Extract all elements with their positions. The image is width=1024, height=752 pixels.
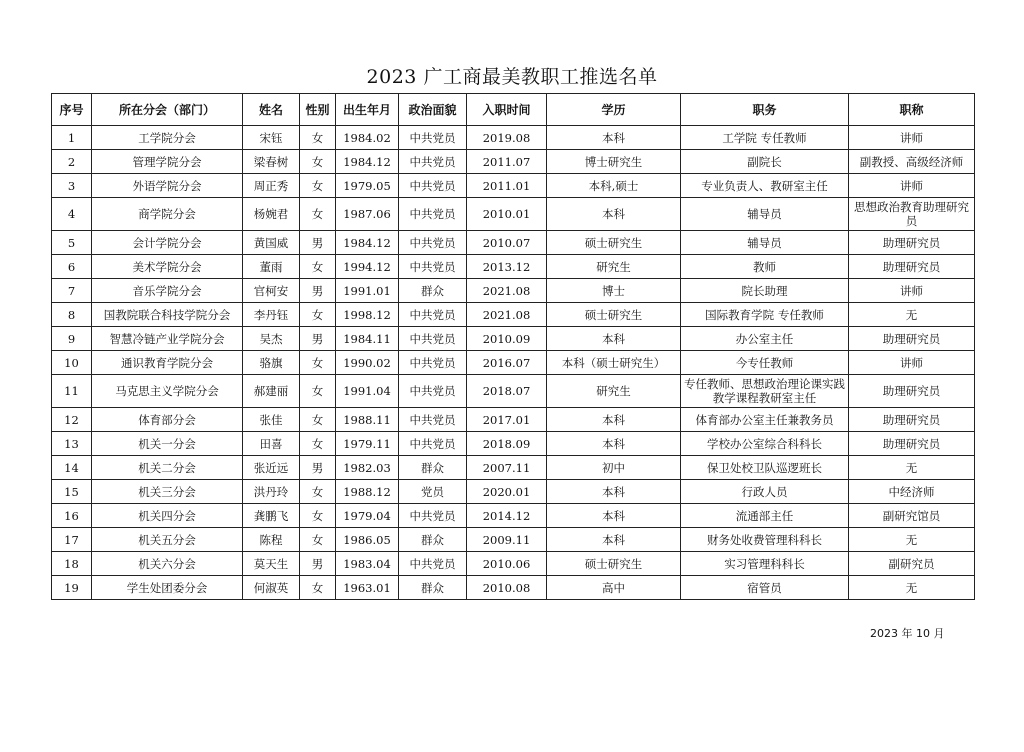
cell-position: 保卫处校卫队巡逻班长 [681,456,849,480]
cell-position: 工学院 专任教师 [681,126,849,150]
cell-joined: 2018.09 [467,432,547,456]
cell-position: 办公室主任 [681,327,849,351]
cell-birth: 1984.12 [336,231,399,255]
table-row [52,174,975,198]
cell-birth: 1979.04 [336,504,399,528]
date-note: 2023 年 10 月 [870,627,945,640]
cell-gender: 女 [300,480,336,504]
cell-joined: 2010.07 [467,231,547,255]
cell-name: 张佳 [243,408,300,432]
cell-gender: 女 [300,303,336,327]
cell-political: 中共党员 [399,351,467,375]
cell-joined: 2019.08 [467,126,547,150]
cell-no: 5 [52,231,92,255]
table-row [52,255,975,279]
table-row [52,408,975,432]
cell-birth: 1991.04 [336,375,399,408]
cell-name: 董雨 [243,255,300,279]
cell-name: 郝建丽 [243,375,300,408]
table-row [52,375,975,408]
cell-political: 群众 [399,456,467,480]
col-header-birth: 出生年月 [336,94,399,126]
cell-position: 行政人员 [681,480,849,504]
cell-political: 群众 [399,528,467,552]
cell-education: 本科 [547,432,681,456]
cell-title: 无 [849,528,975,552]
cell-title: 讲师 [849,279,975,303]
cell-joined: 2013.12 [467,255,547,279]
cell-position: 教师 [681,255,849,279]
cell-birth: 1988.11 [336,408,399,432]
cell-joined: 2010.09 [467,327,547,351]
cell-birth: 1982.03 [336,456,399,480]
cell-joined: 2010.01 [467,198,547,231]
header-row [52,94,975,126]
cell-gender: 女 [300,126,336,150]
cell-title: 副研究馆员 [849,504,975,528]
cell-no: 19 [52,576,92,600]
cell-position: 院长助理 [681,279,849,303]
cell-position: 财务处收费管理科科长 [681,528,849,552]
cell-name: 官柯安 [243,279,300,303]
cell-position: 体育部办公室主任兼教务员 [681,408,849,432]
cell-political: 中共党员 [399,408,467,432]
cell-political: 中共党员 [399,327,467,351]
cell-birth: 1988.12 [336,480,399,504]
page-title: 2023 广工商最美教职工推选名单 [366,66,658,88]
table-body [52,126,975,600]
cell-name: 吴杰 [243,327,300,351]
cell-dept: 体育部分会 [92,408,243,432]
cell-position: 实习管理科科长 [681,552,849,576]
cell-birth: 1963.01 [336,576,399,600]
cell-title: 讲师 [849,174,975,198]
cell-name: 杨婉君 [243,198,300,231]
cell-political: 中共党员 [399,174,467,198]
cell-no: 10 [52,351,92,375]
cell-education: 博士 [547,279,681,303]
cell-no: 6 [52,255,92,279]
table-row [52,528,975,552]
cell-birth: 1986.05 [336,528,399,552]
cell-no: 14 [52,456,92,480]
cell-no: 1 [52,126,92,150]
cell-position: 辅导员 [681,198,849,231]
cell-title: 无 [849,456,975,480]
cell-joined: 2011.07 [467,150,547,174]
cell-title: 副研究员 [849,552,975,576]
cell-name: 陈程 [243,528,300,552]
cell-title: 讲师 [849,351,975,375]
table-row [52,552,975,576]
col-header-gender: 性别 [300,94,336,126]
cell-gender: 男 [300,279,336,303]
cell-education: 研究生 [547,255,681,279]
cell-gender: 女 [300,432,336,456]
cell-gender: 女 [300,351,336,375]
cell-political: 中共党员 [399,432,467,456]
cell-name: 宋钰 [243,126,300,150]
cell-dept: 外语学院分会 [92,174,243,198]
cell-dept: 管理学院分会 [92,150,243,174]
cell-name: 骆旗 [243,351,300,375]
cell-political: 中共党员 [399,375,467,408]
cell-joined: 2017.01 [467,408,547,432]
cell-position: 宿管员 [681,576,849,600]
cell-political: 群众 [399,576,467,600]
cell-no: 15 [52,480,92,504]
cell-title: 助理研究员 [849,231,975,255]
cell-no: 3 [52,174,92,198]
cell-birth: 1984.12 [336,150,399,174]
cell-title: 助理研究员 [849,255,975,279]
cell-position: 流通部主任 [681,504,849,528]
table-row [52,303,975,327]
cell-dept: 通识教育学院分会 [92,351,243,375]
cell-no: 16 [52,504,92,528]
cell-name: 何淑英 [243,576,300,600]
cell-position: 辅导员 [681,231,849,255]
cell-position: 国际教育学院 专任教师 [681,303,849,327]
cell-joined: 2009.11 [467,528,547,552]
cell-no: 8 [52,303,92,327]
col-header-title: 职称 [849,94,975,126]
cell-gender: 女 [300,408,336,432]
cell-title: 副教授、高级经济师 [849,150,975,174]
cell-political: 党员 [399,480,467,504]
cell-education: 本科 [547,528,681,552]
cell-birth: 1991.01 [336,279,399,303]
cell-dept: 机关二分会 [92,456,243,480]
col-header-education: 学历 [547,94,681,126]
cell-gender: 男 [300,456,336,480]
cell-no: 7 [52,279,92,303]
cell-dept: 智慧冷链产业学院分会 [92,327,243,351]
cell-political: 中共党员 [399,126,467,150]
cell-position: 副院长 [681,150,849,174]
cell-dept: 国教院联合科技学院分会 [92,303,243,327]
cell-birth: 1983.04 [336,552,399,576]
cell-education: 本科 [547,327,681,351]
cell-dept: 机关三分会 [92,480,243,504]
cell-dept: 机关四分会 [92,504,243,528]
cell-joined: 2010.08 [467,576,547,600]
cell-no: 13 [52,432,92,456]
cell-joined: 2011.01 [467,174,547,198]
cell-education: 本科 [547,480,681,504]
cell-education: 本科 [547,198,681,231]
cell-no: 11 [52,375,92,408]
cell-dept: 机关六分会 [92,552,243,576]
cell-name: 田喜 [243,432,300,456]
cell-title: 讲师 [849,126,975,150]
cell-gender: 女 [300,174,336,198]
cell-political: 中共党员 [399,198,467,231]
table-row [52,432,975,456]
cell-title: 思想政治教育助理研究员 [849,198,975,231]
cell-political: 中共党员 [399,231,467,255]
cell-dept: 商学院分会 [92,198,243,231]
cell-name: 梁春树 [243,150,300,174]
cell-no: 9 [52,327,92,351]
cell-name: 张近远 [243,456,300,480]
cell-gender: 男 [300,552,336,576]
cell-joined: 2021.08 [467,279,547,303]
cell-dept: 会计学院分会 [92,231,243,255]
table-row [52,198,975,231]
table-row [52,456,975,480]
cell-joined: 2018.07 [467,375,547,408]
cell-gender: 女 [300,528,336,552]
cell-gender: 女 [300,576,336,600]
cell-education: 本科（硕士研究生） [547,351,681,375]
roster-table [51,93,975,600]
cell-gender: 男 [300,231,336,255]
cell-dept: 机关一分会 [92,432,243,456]
cell-education: 研究生 [547,375,681,408]
cell-education: 硕士研究生 [547,231,681,255]
cell-education: 高中 [547,576,681,600]
cell-dept: 学生处团委分会 [92,576,243,600]
cell-birth: 1990.02 [336,351,399,375]
cell-dept: 机关五分会 [92,528,243,552]
cell-no: 12 [52,408,92,432]
table-row [52,480,975,504]
cell-joined: 2021.08 [467,303,547,327]
cell-gender: 女 [300,150,336,174]
cell-gender: 男 [300,327,336,351]
cell-birth: 1998.12 [336,303,399,327]
cell-birth: 1979.05 [336,174,399,198]
table-row [52,327,975,351]
cell-position: 专任教师、思想政治理论课实践教学课程教研室主任 [681,375,849,408]
table-row [52,150,975,174]
cell-education: 本科 [547,408,681,432]
cell-education: 本科 [547,126,681,150]
cell-gender: 女 [300,255,336,279]
cell-joined: 2014.12 [467,504,547,528]
table-row [52,351,975,375]
cell-dept: 工学院分会 [92,126,243,150]
table-row [52,126,975,150]
cell-title: 中经济师 [849,480,975,504]
cell-education: 硕士研究生 [547,303,681,327]
cell-dept: 马克思主义学院分会 [92,375,243,408]
cell-birth: 1987.06 [336,198,399,231]
cell-no: 17 [52,528,92,552]
cell-title: 助理研究员 [849,375,975,408]
cell-political: 中共党员 [399,552,467,576]
cell-education: 初中 [547,456,681,480]
cell-joined: 2007.11 [467,456,547,480]
col-header-political: 政治面貌 [399,94,467,126]
cell-name: 莫天生 [243,552,300,576]
cell-joined: 2010.06 [467,552,547,576]
cell-political: 中共党员 [399,255,467,279]
cell-no: 2 [52,150,92,174]
cell-birth: 1979.11 [336,432,399,456]
cell-gender: 女 [300,504,336,528]
cell-no: 18 [52,552,92,576]
table-row [52,504,975,528]
cell-joined: 2016.07 [467,351,547,375]
col-header-no: 序号 [52,94,92,126]
cell-name: 李丹钰 [243,303,300,327]
cell-dept: 音乐学院分会 [92,279,243,303]
cell-education: 博士研究生 [547,150,681,174]
cell-title: 无 [849,576,975,600]
table-row [52,231,975,255]
cell-education: 本科,硕士 [547,174,681,198]
table-row [52,279,975,303]
cell-name: 洪丹玲 [243,480,300,504]
cell-no: 4 [52,198,92,231]
cell-title: 助理研究员 [849,327,975,351]
cell-position: 今专任教师 [681,351,849,375]
cell-title: 助理研究员 [849,432,975,456]
cell-birth: 1994.12 [336,255,399,279]
cell-position: 专业负责人、教研室主任 [681,174,849,198]
cell-joined: 2020.01 [467,480,547,504]
cell-name: 龚鹏飞 [243,504,300,528]
cell-birth: 1984.11 [336,327,399,351]
cell-gender: 女 [300,198,336,231]
col-header-position: 职务 [681,94,849,126]
cell-position: 学校办公室综合科科长 [681,432,849,456]
cell-dept: 美术学院分会 [92,255,243,279]
col-header-joined: 入职时间 [467,94,547,126]
cell-political: 群众 [399,279,467,303]
cell-title: 无 [849,303,975,327]
cell-political: 中共党员 [399,504,467,528]
cell-political: 中共党员 [399,150,467,174]
cell-name: 周正秀 [243,174,300,198]
cell-education: 硕士研究生 [547,552,681,576]
col-header-name: 姓名 [243,94,300,126]
col-header-dept: 所在分会（部门） [92,94,243,126]
cell-gender: 女 [300,375,336,408]
cell-birth: 1984.02 [336,126,399,150]
cell-name: 黄国威 [243,231,300,255]
cell-political: 中共党员 [399,303,467,327]
table-row [52,576,975,600]
cell-education: 本科 [547,504,681,528]
cell-title: 助理研究员 [849,408,975,432]
